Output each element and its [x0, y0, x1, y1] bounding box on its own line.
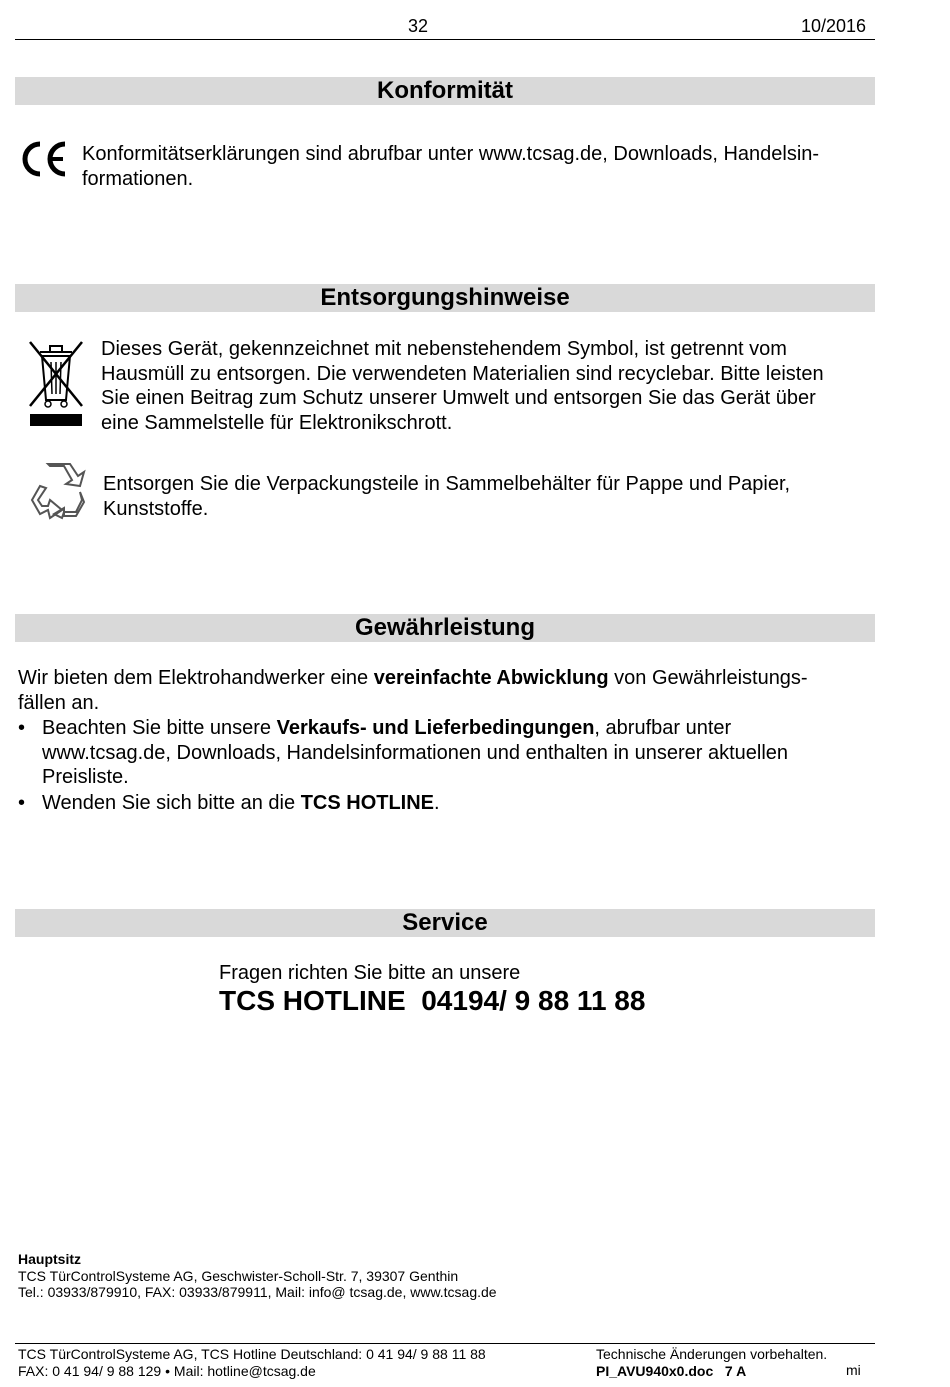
bullet-verkaufsbedingungen: Beachten Sie bitte unsere Verkaufs- und Lieferbedingungen, abrufbar unter www.tcsag.de, Downloads, Handelsinformationen und enthalten in unserer aktuellen Preisliste.: [42, 717, 789, 788]
section-title-entsorgung: Entsorgungshinweise: [15, 284, 875, 312]
hauptsitz-contact: Tel.: 03933/879910, FAX: 03933/879911, Mail: info@ tcsag.de, www.tcsag.de: [18, 1284, 497, 1300]
recycle-text: Entsorgen Sie die Verpackungsteile in Sammelbehälter für Pappe und Papier, Kunststoffe.: [103, 473, 791, 520]
page-number: 32: [408, 16, 429, 36]
footer-suffix: mi: [846, 1362, 861, 1378]
footer-right: Technische Änderungen vorbehalten. PI_AVU940x0.doc 7 A: [596, 1346, 828, 1379]
crossed-out-bin-icon: [26, 338, 86, 430]
service-hotline: TCS HOTLINE 04194/ 9 88 11 88: [219, 985, 646, 1016]
document-date: 10/2016: [801, 16, 867, 36]
footer-divider: [15, 1343, 875, 1344]
service-intro: Fragen richten Sie bitte an unsere: [219, 962, 521, 984]
konformitaet-text: Konformitätserklärungen sind abrufbar unter www.tcsag.de, Downloads, Handelsin- formationen.: [82, 143, 820, 190]
weee-text: Dieses Gerät, gekennzeichnet mit nebenstehendem Symbol, ist getrennt vom Hausmüll zu entsorgen. Die verwendeten Materialien sind recyclebar. Bitte leisten Sie einen Beitrag zum Schutz unserer Umwelt und entsorgen Sie das Gerät über eine Sammelstelle für Elektronikschrott.: [101, 338, 824, 434]
bullet-marker: •: [18, 717, 26, 739]
bullet-hotline: Wenden Sie sich bitte an die TCS HOTLINE.: [42, 792, 440, 814]
header-divider: [15, 39, 875, 40]
ce-mark-icon: [18, 140, 68, 178]
recycle-icon: [26, 460, 88, 520]
gewaehrleistung-intro: Wir bieten dem Elektrohandwerker eine vereinfachte Abwicklung von Gewährleistungs- fällen an.: [18, 667, 808, 714]
hauptsitz-address: TCS TürControlSysteme AG, Geschwister-Scholl-Str. 7, 39307 Genthin: [18, 1267, 459, 1284]
section-title-konformitaet: Konformität: [15, 77, 875, 105]
footer-left: TCS TürControlSysteme AG, TCS Hotline Deutschland: 0 41 94/ 9 88 11 88 FAX: 0 41 94/ 9 88 129 • Mail: hotline@tcsag.de: [18, 1346, 486, 1379]
section-title-gewaehrleistung: Gewährleistung: [15, 614, 875, 642]
hauptsitz-block: [18, 1251, 878, 1301]
section-title-service: Service: [15, 909, 875, 937]
bullet-marker: •: [18, 792, 26, 814]
hauptsitz-title: Hauptsitz: [18, 1251, 81, 1267]
